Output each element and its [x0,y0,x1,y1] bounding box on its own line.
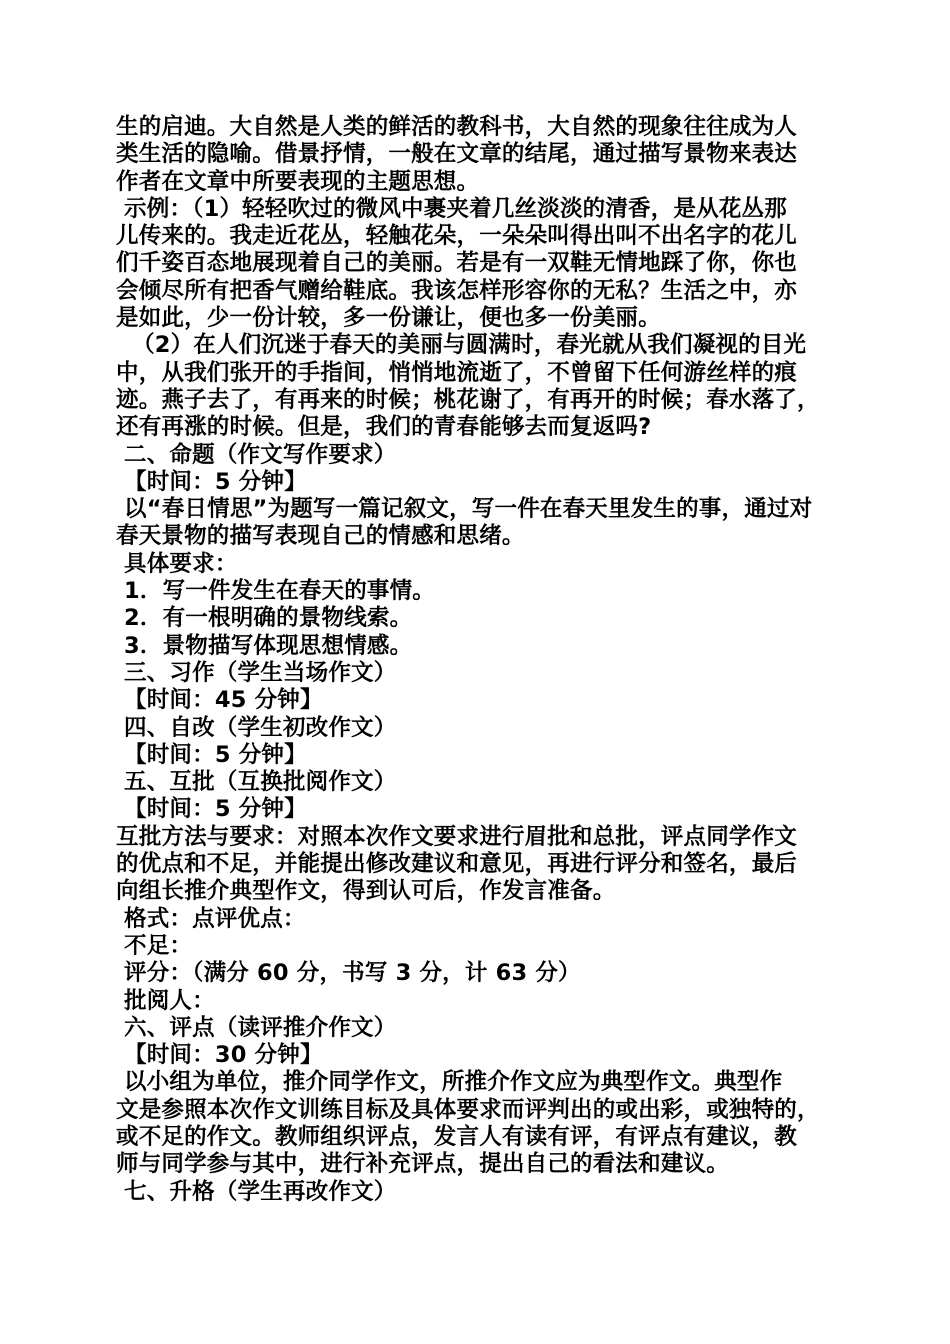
text-line: 儿传来的。我走近花丛，轻触花朵，一朵朵叫得出叫不出名字的花儿 [116,223,798,250]
text-line: 的优点和不足，并能提出修改建议和意见，再进行评分和签名，最后 [116,851,798,878]
text-line: 具体要求： [116,550,238,577]
text-line: 向组长推介典型作文，得到认可后，作发言准备。 [116,878,616,905]
text-line: 们千姿百态地展现着自己的美丽。若是有一双鞋无情地踩了你，你也 [116,250,798,277]
text-line: 是如此，少一份计较，多一份谦让，便也多一份美丽。 [116,305,661,332]
list-item: 1．写一件发生在春天的事情。 [116,578,435,605]
list-item: 2．有一根明确的景物线索。 [116,605,413,632]
text-line: 以小组为单位，推介同学作文，所推介作文应为典型作文。典型作 [116,1069,783,1096]
time-note: 【时间：5 分钟】 [116,796,307,823]
time-note: 【时间：5 分钟】 [116,741,307,768]
text-line: 迹。燕子去了，有再来的时候；桃花谢了，有再开的时候；春水落了， [116,386,820,413]
text-line: 春天景物的描写表现自己的情感和思绪。 [116,523,525,550]
text-line: 师与同学参与其中，进行补充评点，提出自己的看法和建议。 [116,1151,729,1178]
section-heading: 二、命题（作文写作要求） [116,441,397,468]
text-line: 作者在文章中所要表现的主题思想。 [116,168,480,195]
section-heading: 五、互批（互换批阅作文） [116,769,397,796]
text-line: 以“春日情思”为题写一篇记叙文，写一件在春天里发生的事，通过对 [116,496,813,523]
time-note: 【时间：30 分钟】 [116,1042,323,1069]
time-note: 【时间：45 分钟】 [116,687,323,714]
text-line: 互批方法与要求：对照本次作文要求进行眉批和总批，评点同学作文 [116,823,798,850]
text-line: 生的启迪。大自然是人类的鲜活的教科书，大自然的现象往往成为人 [116,114,798,140]
document-body [116,114,840,1206]
time-note: 【时间：5 分钟】 [116,468,307,495]
text-line: 批阅人： [116,987,215,1014]
section-heading: 三、习作（学生当场作文） [116,659,397,686]
text-line: 或不足的作文。教师组织评点，发言人有读有评，有评点有建议，教 [116,1123,798,1150]
text-line: （2）在人们沉迷于春天的美丽与圆满时，春光就从我们凝视的目光 [116,332,807,359]
text-line: 示例：（1）轻轻吹过的微风中裹夹着几丝淡淡的清香，是从花丛那 [116,195,787,222]
text-line: 文是参照本次作文训练目标及具体要求而评判出的或出彩，或独特的， [116,1096,820,1123]
text-line: 会倾尽所有把香气赠给鞋底。我该怎样形容你的无私？生活之中，亦 [116,277,798,304]
text-line: 类生活的隐喻。借景抒情，一般在文章的结尾，通过描写景物来表达 [116,141,798,168]
text-line: 中，从我们张开的手指间，悄悄地流逝了，不曾留下任何游丝样的痕 [116,359,798,386]
text-line: 还有再涨的时候。但是，我们的青春能够去而复返吗? [116,414,652,441]
section-heading: 四、自改（学生初改作文） [116,714,397,741]
text-line: 格式：点评优点： [116,905,306,932]
text-line: 评分：（满分 60 分，书写 3 分，计 63 分） [116,960,581,987]
section-heading: 七、升格（学生再改作文） [116,1178,397,1205]
section-heading: 六、评点（读评推介作文） [116,1014,397,1041]
text-line: 不足： [116,932,193,959]
list-item: 3．景物描写体现思想情感。 [116,632,413,659]
